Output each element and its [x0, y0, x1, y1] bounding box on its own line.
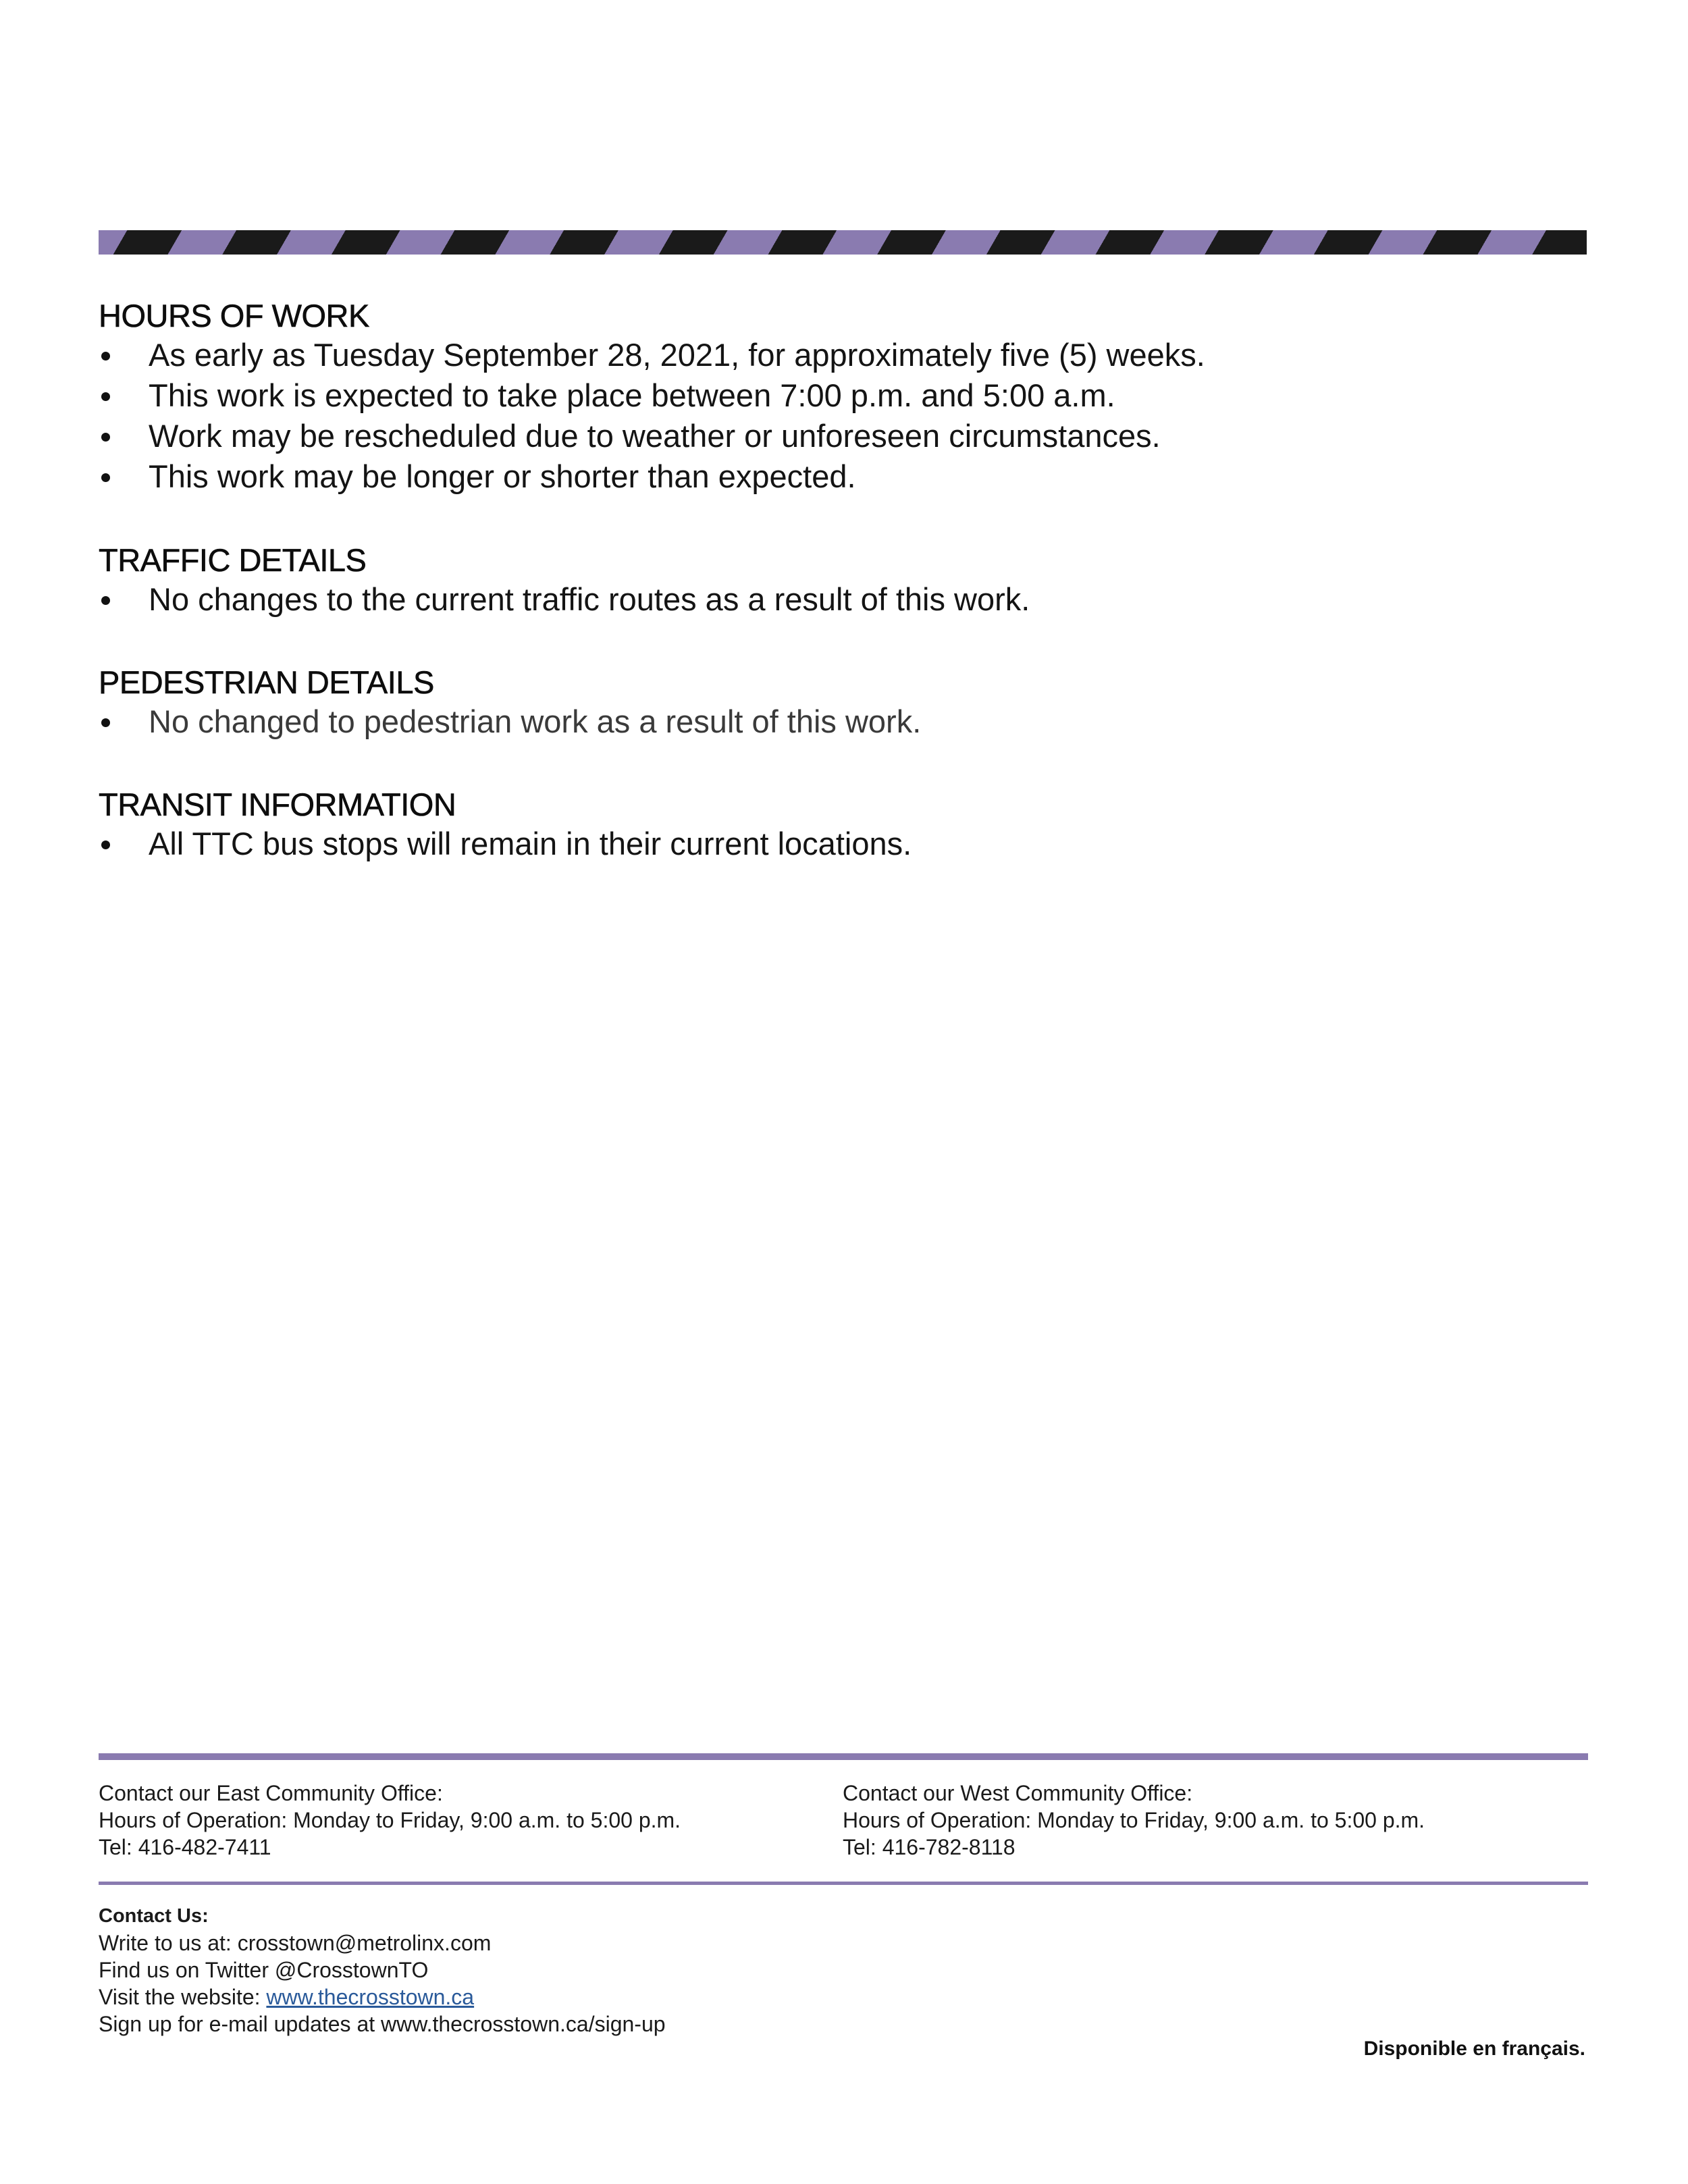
contact-email-line: Write to us at: crosstown@metrolinx.com: [99, 1931, 492, 1955]
footer-top-divider: [99, 1753, 1588, 1760]
list-item: [99, 579, 1550, 620]
bullet-icon: [101, 841, 110, 849]
transit-information-section: [99, 786, 1550, 864]
footer-mid-divider: [99, 1882, 1588, 1885]
list-item: [99, 824, 1550, 864]
traffic-details-list: [99, 579, 1550, 620]
hours-of-work-heading: HOURS OF WORK: [99, 298, 369, 334]
contact-signup-line: Sign up for e-mail updates at www.thecrosstown.ca/sign-up: [99, 2012, 666, 2036]
west-office-hours: Hours of Operation: Monday to Friday, 9:00 a.m. to 5:00 p.m.: [843, 1808, 1425, 1832]
east-office-hours: Hours of Operation: Monday to Friday, 9:00 a.m. to 5:00 p.m.: [99, 1808, 681, 1832]
bullet-icon: [101, 433, 110, 442]
bullet-icon: [101, 596, 110, 605]
traffic-details-section: [99, 541, 1550, 620]
bullet-icon: [101, 473, 110, 482]
transit-information-list: [99, 824, 1550, 864]
french-availability-note: Disponible en français.: [1363, 2037, 1585, 2060]
list-item-text: All TTC bus stops will remain in their current locations.: [149, 826, 912, 861]
website-link[interactable]: www.thecrosstown.ca: [266, 1985, 475, 2009]
list-item-text: This work may be longer or shorter than expected.: [149, 458, 856, 494]
hours-of-work-list: [99, 335, 1550, 497]
bullet-icon: [101, 718, 110, 727]
west-office-block: [843, 1780, 1425, 1861]
list-item-text: No changes to the current traffic routes as a result of this work.: [149, 581, 1030, 617]
west-office-title: Contact our West Community Office:: [843, 1781, 1193, 1805]
hazard-stripe-bar: [99, 230, 1587, 255]
list-item: [99, 375, 1550, 416]
pedestrian-details-heading: PEDESTRIAN DETAILS: [99, 664, 434, 700]
contact-website-prefix: Visit the website:: [99, 1985, 267, 2009]
transit-information-heading: TRANSIT INFORMATION: [99, 787, 456, 822]
east-office-title: Contact our East Community Office:: [99, 1781, 443, 1805]
east-office-block: [99, 1780, 681, 1861]
list-item-text: This work is expected to take place between 7:00 p.m. and 5:00 a.m.: [149, 377, 1115, 413]
contact-us-title: Contact Us:: [99, 1905, 209, 1927]
list-item: [99, 701, 1550, 742]
bullet-icon: [101, 352, 110, 361]
west-office-tel: Tel: 416-782-8118: [843, 1835, 1016, 1859]
hours-of-work-section: [99, 297, 1550, 497]
contact-us-block: [99, 1902, 666, 2037]
pedestrian-details-list: [99, 701, 1550, 742]
bullet-icon: [101, 392, 110, 401]
east-office-tel: Tel: 416-482-7411: [99, 1835, 271, 1859]
pedestrian-details-section: [99, 664, 1550, 742]
traffic-details-heading: TRAFFIC DETAILS: [99, 542, 367, 578]
list-item: [99, 335, 1550, 375]
contact-twitter-line: Find us on Twitter @CrosstownTO: [99, 1958, 429, 1982]
list-item-text: No changed to pedestrian work as a result of this work.: [149, 703, 922, 739]
contact-website-line: [99, 1983, 666, 2010]
list-item: [99, 416, 1550, 456]
list-item-text: Work may be rescheduled due to weather or unforeseen circumstances.: [149, 418, 1161, 454]
list-item: [99, 456, 1550, 497]
list-item-text: As early as Tuesday September 28, 2021, for approximately five (5) weeks.: [149, 337, 1205, 373]
